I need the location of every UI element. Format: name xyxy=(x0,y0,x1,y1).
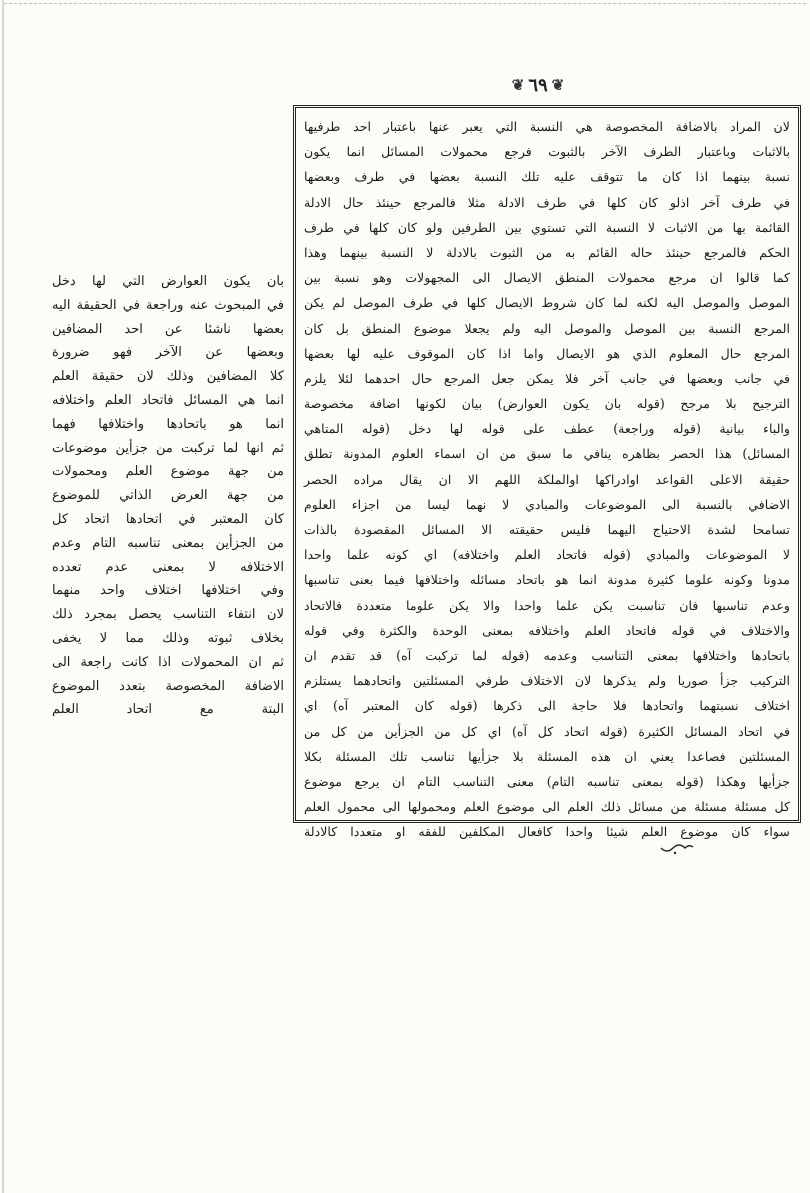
main-text-line: المسائل) هذا الحصر بظاهره ينافي ما سبق من ان اسماء العلوم المدونة تطلق xyxy=(304,446,790,462)
main-text-line: الترجيح بلا مرجح (قوله بان يكون العوارض) بيان لكونها اضافة مخصوصة xyxy=(304,396,790,412)
main-text-line: تسامحا لشدة الاحتياج اليهما فليس حقيقته الا المسائل المقصودة بالذات xyxy=(304,522,790,537)
margin-text-line: من جهة العرض الذاتي للموضوع xyxy=(52,488,284,504)
margin-text-line: انما هي المسائل فاتحاد العلم واختلافه xyxy=(52,392,284,408)
main-text-line: لا الموضوعات والمبادي (قوله فاتحاد العلم واختلافه) اي كونه علما واحدا xyxy=(304,547,790,563)
main-text-line: المرجع النسبة بين الموصل والموصل اليه ولم يجعلا موضوع المنطق بل كان xyxy=(304,320,790,336)
main-text-line: القائمة بها من الاثبات لا النسبة التي تستوي بين الطرفين ولو كان كلها في طرف xyxy=(304,219,790,235)
margin-text-line: انما هو باتحادها واختلافها فهما xyxy=(52,416,284,432)
margin-text-line: الاضافة المخصوصة بتعدد الموضوع xyxy=(52,678,284,694)
main-text-block xyxy=(293,105,801,840)
main-text-line: والاختلاف في قوله فاتحاد العلم واختلافه بمعنى الوحدة والكثرة وفي قوله xyxy=(304,622,790,638)
page-number: ❦ ٦٩ ❦ xyxy=(500,72,576,98)
main-text-line: جزأيها وهكذا (قوله بمعنى تناسبه التام) معنى التناسب التام ان يرجع موضوع xyxy=(304,773,790,789)
margin-text-line: لان انتفاء التناسب يحصل بمجرد ذلك xyxy=(52,607,284,623)
main-text-line: الموصل والموصل اليه لكنه لما كان شروط الايصال كلها في طرف الموصل لم يكن xyxy=(304,295,790,311)
main-text-line: الاضافي بالنسبة الى الموضوعات والمبادي لا نهما ليسا من اجزاء العلوم xyxy=(304,496,790,512)
margin-text-line: كلا المضافين وذلك لان حقيقة العلم xyxy=(52,369,284,385)
margin-text-line: بان يكون العوارض التي لها دخل xyxy=(52,274,284,289)
margin-text-line: من الجزأين بمعنى تناسبه التام وعدم xyxy=(52,535,284,551)
margin-note xyxy=(52,270,284,850)
margin-text-line: ثم ان المحمولات اذا كانت راجعة الى xyxy=(52,654,284,670)
margin-text-line: ثم انها لما تركبت من جزأين موضوعات xyxy=(52,440,284,456)
main-text-line: المسئلتين فصاعدا يعني ان هذه المسئلة بلا جزأيها تناسب تلك المسئلة بكلا xyxy=(304,748,790,764)
margin-text-line: وفي اختلافها اختلاف واحد منهما xyxy=(52,583,284,599)
main-text-line: لان المراد بالاضافة المخصوصة هي النسبة التي يعبر عنها باعتبار احد طرفيها xyxy=(304,119,790,134)
margin-text-line: وبعضها عن الآخر فهو ضرورة xyxy=(52,345,284,361)
main-text-line: حقيقة الاعلى القواعد اوادراكها اوالملكة اللهم الا ان يقال مراده الحصر xyxy=(304,471,790,487)
margin-text-line: من جهة موضوع العلم ومحمولات xyxy=(52,464,284,480)
margin-text-line: بخلاف ثبوته وذلك مما لا يخفى xyxy=(52,630,284,646)
main-text-line: كل مسئلة مسئلة من مسائل ذلك العلم الى موضوع العلم ومحمولها الى محمول العلم xyxy=(304,799,790,815)
margin-text-line: الاختلافه لا بمعنى عدم تعدده xyxy=(52,559,284,575)
margin-text-line: البتة مع اتحاد العلم xyxy=(52,702,284,718)
main-text-line: نسبة بينهما اذا كان ما تتوقف عليه تلك النسبة بعضها في طرف وبعضها xyxy=(304,169,790,185)
catchword-mark xyxy=(657,838,697,856)
main-text-line: الحكم فالمرجع حينئذ حاله القائم به من الثبوت بالادلة لا النسبة بينهما وهذا xyxy=(304,244,790,260)
margin-text-line: في المبحوث عنه وراجعة في الحقيقة اليه xyxy=(52,297,284,313)
main-text-line: المرجع حال المعلوم الذي هو الايصال واما اذا كان الموقوف عليه لها بعضها xyxy=(304,345,790,361)
main-text-line: في اتحاد المسائل الكثيرة (قوله اتحاد كل آه) اي كل من الجزأين من كل من xyxy=(304,723,790,739)
main-text-line: كما قالوا ان مرجع محمولات المنطق الايصال الى المجهولات وهو نسبة بين xyxy=(304,270,790,286)
margin-text-line: كان المعتبر في اتحادها اتحاد كل xyxy=(52,511,284,527)
main-text-line: التركيب جزأ صوريا ولم يذكرها لان الاختلاف طرفي المسئلتين واتحادهما يستلزم xyxy=(304,673,790,689)
main-text-line: والباء بيانية (قوله وراجعة) عطف على قوله لها دخل (قوله المتاهي xyxy=(304,421,790,437)
main-text-line: في طرف آخر اذلو كان كلها في طرف الادلة مثلا فالمرجع حينئذ حال الادلة xyxy=(304,194,790,210)
main-text-line: اختلاف نسبتهما واتحادها فلا حاجة الى ذكرها (قوله كان المعتبر آه) اي xyxy=(304,698,790,714)
main-text-line: باتحادها واختلافها بمعنى التناسب وعدمه (قوله لما تركبت آه) قد تقدم ان xyxy=(304,647,790,663)
main-text-line: مدونا وكونه علوما كثيرة مدونة انما هو باتحاد مسائله واختلافها فيما بعنى تناسبها xyxy=(304,572,790,588)
margin-text-line: بعضها ناشئا عن احد المضافين xyxy=(52,321,284,337)
main-text-line: بالاثبات وباعتبار الطرف الآخر بالثبوت فرجع محمولات المسائل انما يكون xyxy=(304,144,790,160)
main-text-line: سواء كان موضوع العلم شيئا واحدا كافعال المكلفين للفقه او متعددا كالادلة xyxy=(304,824,790,840)
top-rule xyxy=(4,3,806,4)
main-text-line: وعدم تناسبها فان تناسبت يكن علما واحدا والا يكن علوما متعددة فالاتحاد xyxy=(304,597,790,613)
page-edge xyxy=(2,0,4,1193)
main-text-line: في جانب وبعضها في جانب آخر فلا يمكن جعل المرجع حال احدهما لئلا يلزم xyxy=(304,370,790,386)
